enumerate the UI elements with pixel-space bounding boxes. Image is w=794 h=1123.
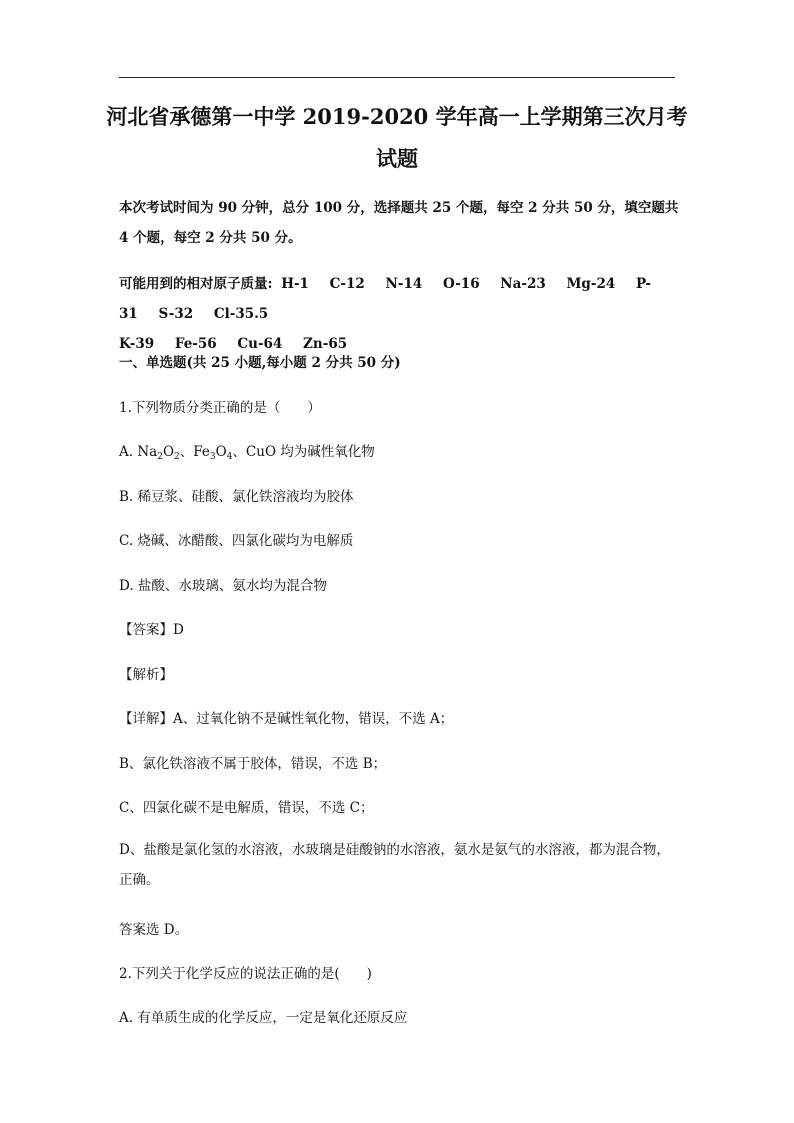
atomic-mass-list	[119, 269, 679, 359]
title-line-1: 河北省承德第一中学 2019-2020 学年高一上学期第三次月考	[106, 104, 688, 129]
atomic-mass-item: Cu-64	[237, 336, 283, 352]
atomic-mass-item: Zn-65	[303, 336, 348, 352]
exam-intro: 本次考试时间为 90 分钟，总分 100 分，选择题共 25 个题，每空 2 分共 50 分，填空题共 4 个题，每空 2 分共 50 分。	[119, 200, 679, 246]
atomic-mass-item: Mg-24	[566, 276, 616, 292]
q1-stem: 1.下列物质分类正确的是（ ）	[119, 400, 321, 416]
q2-option-a: A. 有单质生成的化学反应，一定是氧化还原反应	[119, 1010, 408, 1026]
q2-stem: 2.下列关于化学反应的说法正确的是( )	[119, 966, 372, 982]
atomic-mass-item: P-31	[119, 276, 651, 322]
q1-explain-b: B、氯化铁溶液不属于胶体，错误，不选 B；	[119, 756, 387, 772]
q1-conclusion: 答案选 D。	[119, 922, 189, 938]
q1-answer: 【答案】D	[119, 622, 184, 638]
section-heading: 一、单选题(共 25 小题,每小题 2 分共 50 分)	[119, 355, 401, 371]
atomic-mass-item: O-16	[442, 276, 480, 292]
q1-option-c: C. 烧碱、冰醋酸、四氯化碳均为电解质	[119, 533, 354, 549]
atomic-mass-item: N-14	[385, 276, 423, 292]
page-title	[100, 96, 694, 180]
q1-option-a: A. $Na_2O_2$、$Fe_3O_4$、CuO 均为碱性氧化物	[119, 444, 375, 462]
q1-option-d: D. 盐酸、水玻璃、氨水均为混合物	[119, 578, 327, 594]
title-line-2: 试题	[376, 146, 418, 171]
q1-detail: 【详解】A、过氧化钠不是碱性氧化物，错误，不选 A；	[119, 711, 454, 727]
q1-analysis-label: 【解析】	[119, 667, 173, 683]
atomic-mass-item: Na-23	[500, 276, 546, 292]
atomic-mass-item: Cl-35.5	[213, 306, 269, 322]
q1-explain-d: D、盐酸是氯化氢的水溶液，水玻璃是硅酸钠的水溶液，氨水是氨气的水溶液，都为混合物，正确。	[119, 842, 670, 888]
q1-option-b: B. 稀豆浆、硅酸、氯化铁溶液均为胶体	[119, 489, 354, 505]
q1-explain-c: C、四氯化碳不是电解质，错误，不选 C；	[119, 800, 374, 816]
header-rule	[119, 77, 675, 78]
atomic-mass-item: H-1	[281, 276, 309, 292]
atomic-mass-label: 可能用到的相对原子质量:	[119, 276, 273, 292]
atomic-mass-item: K-39	[119, 336, 155, 352]
atomic-mass-item: C-12	[329, 276, 365, 292]
atomic-mass-item: S-32	[158, 306, 194, 322]
atomic-mass-item: Fe-56	[174, 336, 217, 352]
